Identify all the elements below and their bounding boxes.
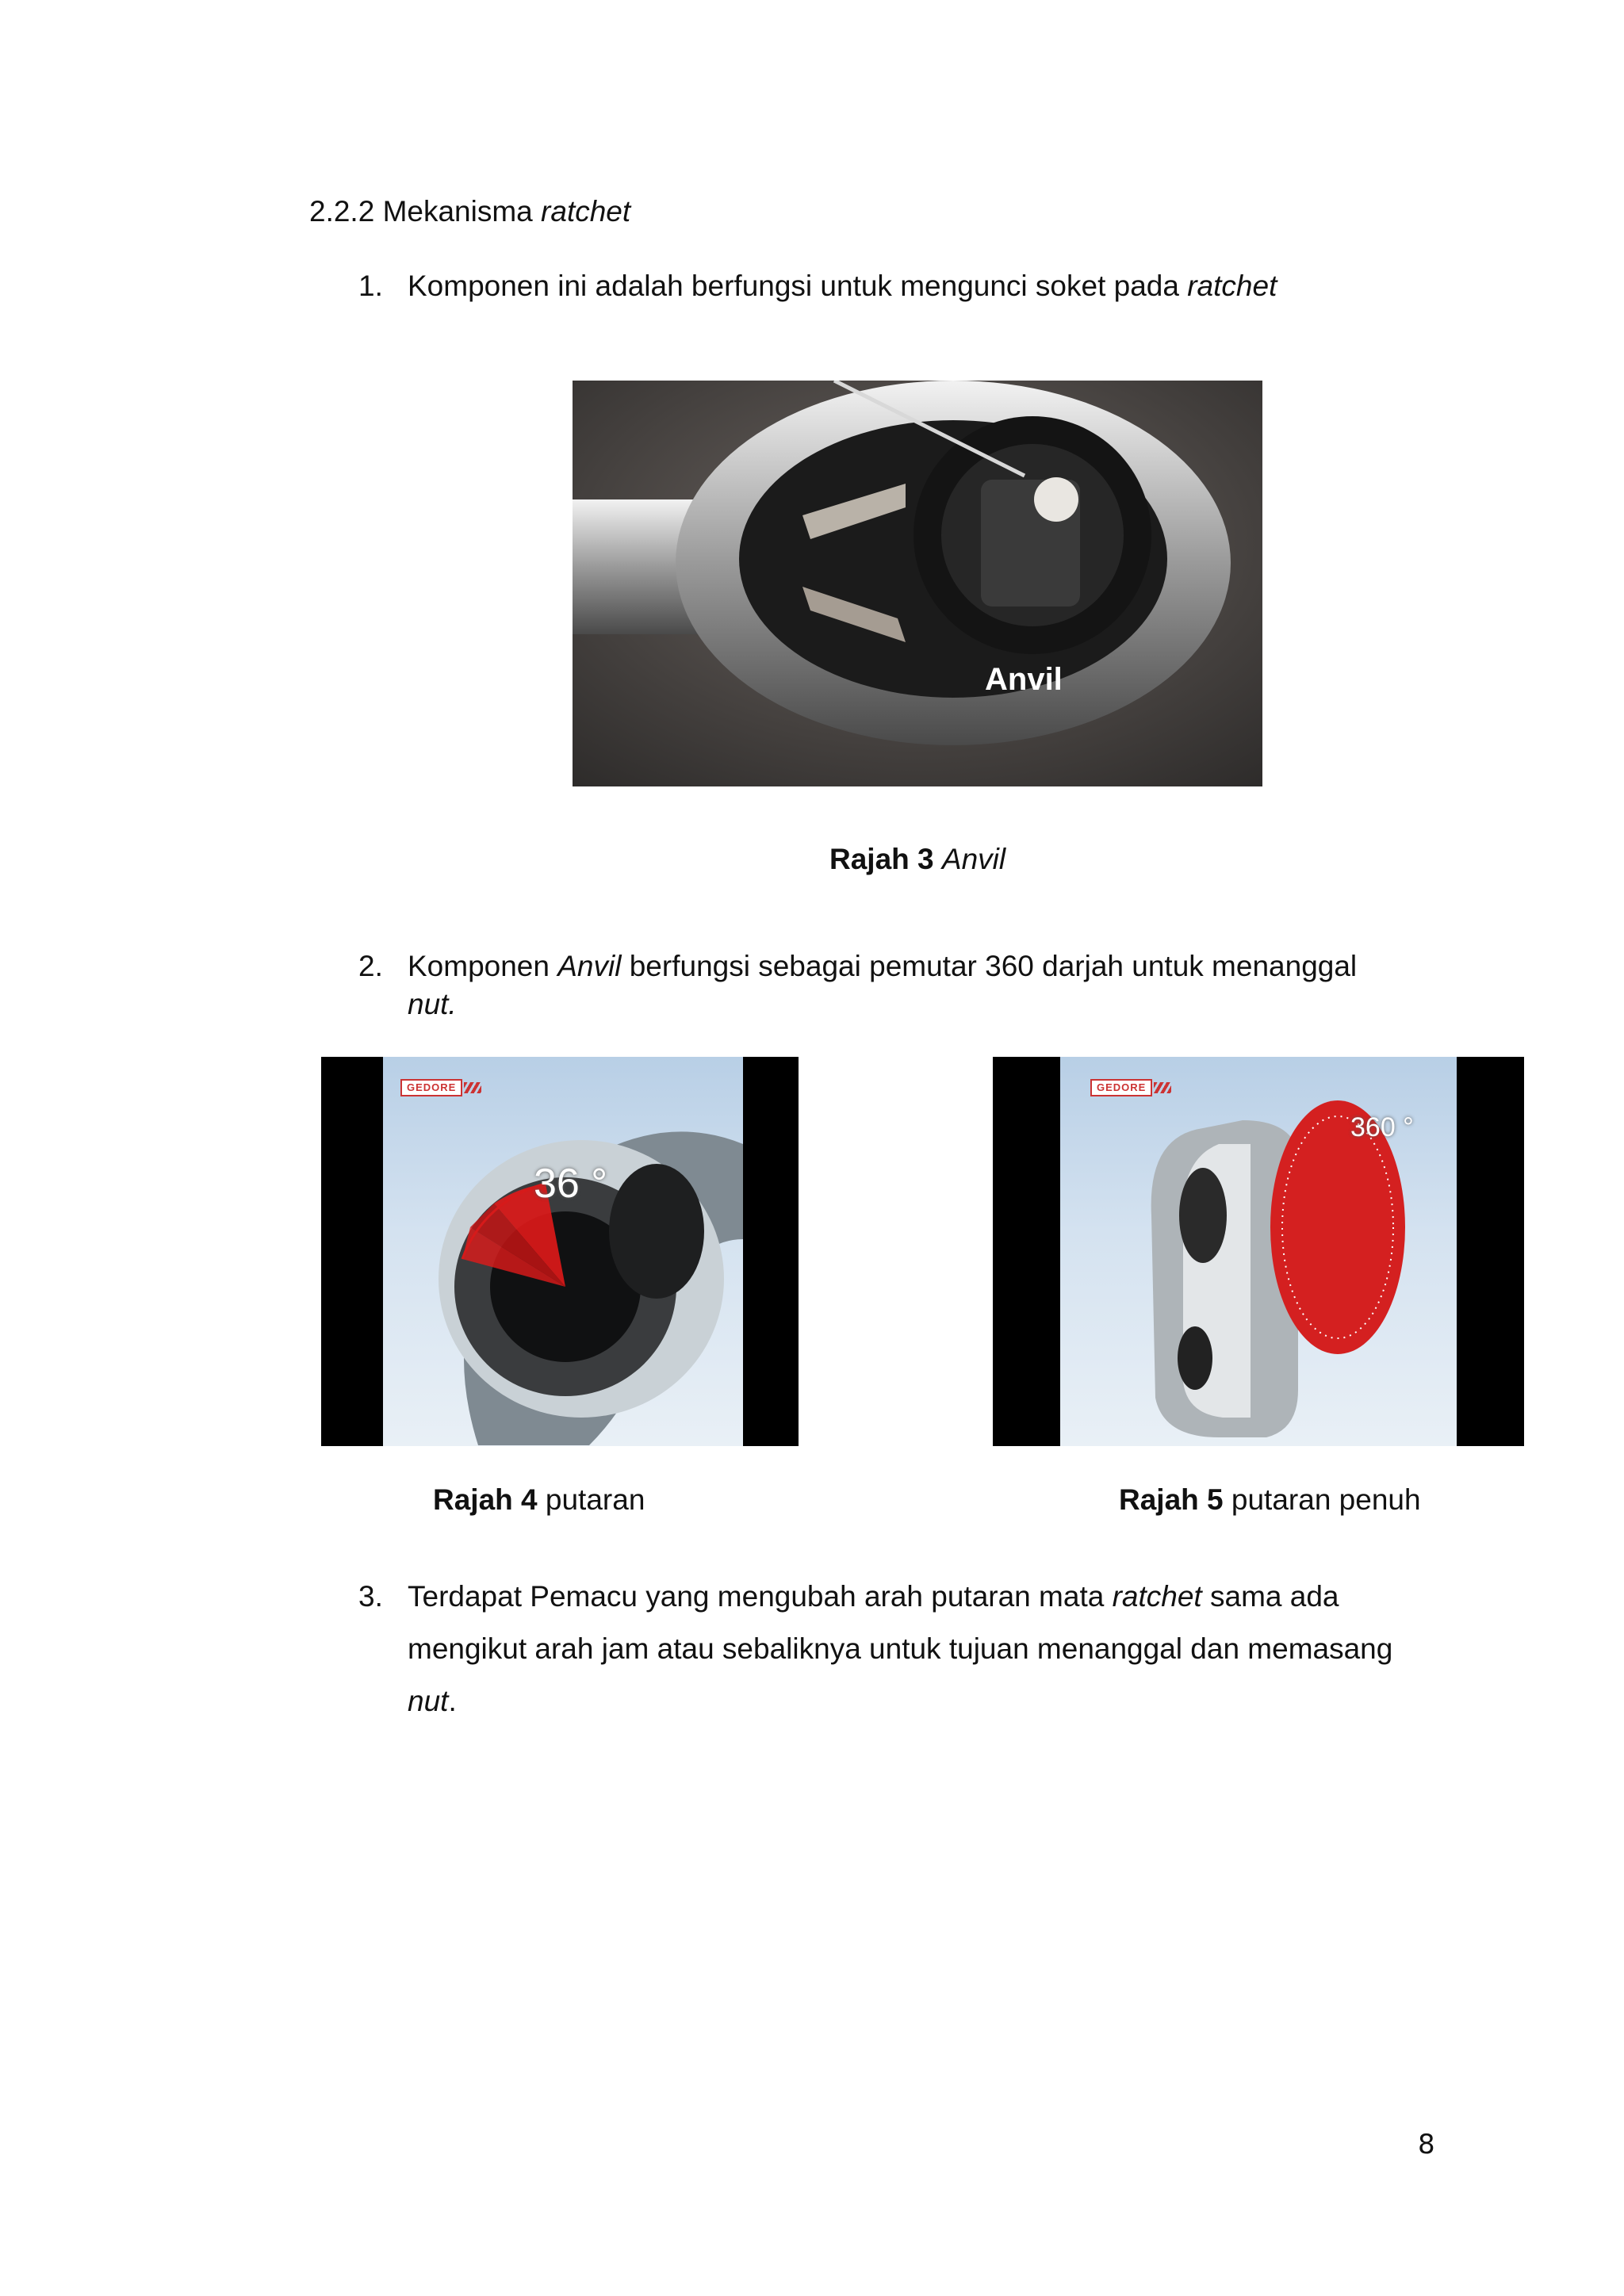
list-item-number: 1. — [358, 270, 383, 302]
item-3-line1 — [408, 1571, 1339, 1623]
list-item-number: 3. — [358, 1580, 383, 1613]
figure-5-caption-text: putaran penuh — [1231, 1483, 1421, 1516]
gedore-logo: GEDORE — [1090, 1079, 1152, 1096]
item-3-line3-italic: nut — [408, 1685, 449, 1717]
section-number: 2.2.2 — [309, 195, 375, 228]
figure-4-image — [321, 1057, 799, 1446]
item-3-text-before: Terdapat Pemacu yang mengubah arah putaran mata — [408, 1580, 1105, 1613]
item-3-line2: mengikut arah jam atau sebaliknya untuk tujuan menanggal dan memasang — [408, 1632, 1393, 1665]
rotation-angle-label: 36 ° — [534, 1161, 608, 1207]
figure-3-label: Rajah 3 — [829, 843, 934, 875]
figure-3-caption — [829, 840, 1005, 878]
list-item-text — [408, 947, 1357, 985]
figure-5-image — [993, 1057, 1524, 1446]
list-item-number: 2. — [358, 950, 383, 982]
item-3-text-after: sama ada — [1210, 1580, 1339, 1613]
figure-4-caption-text: putaran — [545, 1483, 645, 1516]
item-2-line2: nut. — [408, 988, 457, 1020]
figure-5-label: Rajah 5 — [1119, 1483, 1224, 1516]
item-3-line3-after: . — [448, 1685, 457, 1717]
list-item-3 — [358, 1571, 1484, 1729]
item-3-italic: ratchet — [1112, 1580, 1202, 1613]
item-2-text-before: Komponen — [408, 950, 550, 982]
page-number: 8 — [1418, 2129, 1435, 2160]
figure-4-caption — [433, 1481, 645, 1519]
list-item-text — [408, 267, 1277, 305]
item-1-italic: ratchet — [1187, 270, 1277, 302]
item-2-text-after: berfungsi sebagai pemutar 360 darjah untuk menanggal — [629, 950, 1358, 982]
figure-4-label: Rajah 4 — [433, 1483, 538, 1516]
item-2-italic: Anvil — [557, 950, 622, 982]
item-3-line3 — [408, 1675, 457, 1728]
rotation-angle-label: 360 ° — [1350, 1112, 1414, 1142]
anvil-photo — [573, 381, 1262, 786]
anvil-photo-label: Anvil — [985, 662, 1063, 697]
figure-5-caption — [1119, 1481, 1421, 1519]
section-title: Mekanisma — [382, 195, 533, 228]
section-title-italic: ratchet — [541, 195, 631, 228]
gedore-logo: GEDORE — [400, 1079, 462, 1096]
figure-3-caption-text: Anvil — [941, 843, 1006, 875]
item-1-text: Komponen ini adalah berfungsi untuk mengunci soket pada — [408, 270, 1179, 302]
section-heading — [309, 193, 630, 231]
